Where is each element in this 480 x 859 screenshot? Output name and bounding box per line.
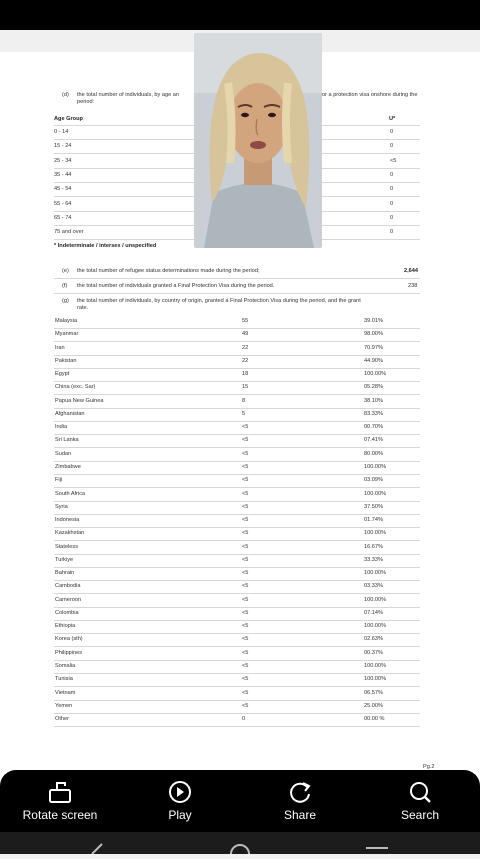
grant-rate-cell: 07.14% <box>364 609 383 616</box>
age-group-cell: 65 - 74 <box>54 214 72 221</box>
grant-count-cell: 22 <box>242 344 249 351</box>
grant-rate-cell: 01.74% <box>364 517 383 524</box>
play-button[interactable] <box>125 776 235 826</box>
country-cell: Indonesia <box>55 517 80 524</box>
country-cell: Myanmar <box>55 331 79 338</box>
section-e-text: the total number of refugee status determinations made during the period; <box>77 268 260 274</box>
share-label: Share <box>283 808 317 822</box>
country-row-rule <box>54 554 420 555</box>
grant-rate-cell: 00.70% <box>364 424 383 431</box>
country-cell: Vietnam <box>55 689 76 696</box>
system-nav-icons <box>0 832 480 854</box>
country-cell: Kazakhstan <box>55 530 85 537</box>
age-group-cell: 75 and over <box>54 229 84 236</box>
country-cell: Stateless <box>55 543 79 550</box>
section-g-marker: (g) <box>62 298 69 304</box>
grant-rate-cell: 80.00% <box>364 450 383 457</box>
age-value-cell: 0 <box>390 171 394 178</box>
grant-rate-cell: 07.41% <box>364 437 383 444</box>
country-row-rule <box>54 355 420 356</box>
play-icon <box>165 780 195 804</box>
country-row-rule <box>54 726 420 727</box>
country-cell: Yemen <box>55 702 73 709</box>
grant-rate-cell: 100.00% <box>364 371 387 378</box>
media-action-bar <box>0 770 480 832</box>
grant-count-cell: <5 <box>242 450 249 457</box>
country-row-rule <box>54 408 420 409</box>
grant-rate-cell: 39.01% <box>364 318 383 324</box>
country-row-rule <box>54 660 420 661</box>
grant-count-cell: <5 <box>242 503 249 510</box>
grant-count-cell: <5 <box>242 424 249 431</box>
grant-count-cell: <5 <box>242 477 249 484</box>
country-cell: Pakistan <box>55 357 77 364</box>
grant-count-cell: <5 <box>242 437 249 444</box>
section-f-marker: (f) <box>62 283 68 289</box>
grant-rate-cell: 33.33% <box>364 556 383 563</box>
country-cell: Ethiopia <box>55 623 76 630</box>
country-row-rule <box>54 341 420 342</box>
country-row-rule <box>54 700 420 701</box>
grant-rate-cell: 05.28% <box>364 384 383 391</box>
grant-count-cell: 22 <box>242 357 249 364</box>
country-row-rule <box>54 447 420 448</box>
age-value-cell: 0 <box>390 143 394 150</box>
country-cell: Turkiye <box>55 556 74 563</box>
grant-rate-cell: 00.37% <box>364 649 383 656</box>
grant-rate-cell: 100.00% <box>364 676 387 683</box>
grant-count-cell: <5 <box>242 543 249 550</box>
country-row-rule <box>54 646 420 647</box>
u-header: U* <box>389 116 396 122</box>
grant-rate-cell: 98.00% <box>364 331 383 338</box>
section-e-rule <box>54 278 420 279</box>
home-icon <box>231 845 249 854</box>
country-row-rule <box>54 328 420 329</box>
grant-count-cell: <5 <box>242 702 249 709</box>
grant-count-cell: <5 <box>242 649 249 656</box>
grant-count-cell: <5 <box>242 636 249 643</box>
grant-count-cell: 55 <box>242 318 249 324</box>
presenter-video-frame <box>194 33 322 248</box>
section-d-text: the total number of individuals, by age an <box>77 92 179 98</box>
country-row-rule <box>54 713 420 714</box>
age-group-cell: 35 - 44 <box>54 171 72 178</box>
grant-rate-cell: 100.00% <box>364 530 387 537</box>
section-e-value: 2,644 <box>404 268 418 274</box>
grant-count-cell: <5 <box>242 570 249 577</box>
top-black-bar <box>0 0 480 30</box>
country-row-rule <box>54 381 420 382</box>
age-group-cell: 0 - 14 <box>54 129 69 135</box>
section-d-text-2: period: <box>77 99 95 105</box>
country-row-rule <box>54 593 420 594</box>
section-d-text-tail: or a protection visa onshore during the <box>322 92 418 98</box>
country-row-rule <box>54 540 420 541</box>
country-row-rule <box>54 421 420 422</box>
section-f-text: the total number of individuals granted a Final Protection Visa during the period. <box>77 283 275 289</box>
country-cell: Korea (sth) <box>55 636 83 643</box>
country-cell: Afghanistan <box>55 410 85 417</box>
country-cell: India <box>55 424 68 431</box>
grant-rate-cell: 00.00 % <box>364 716 385 723</box>
country-cell: South Africa <box>55 490 86 497</box>
grant-count-cell: <5 <box>242 556 249 563</box>
page-number: Pg.2 <box>423 764 435 770</box>
share-button[interactable] <box>245 776 355 826</box>
search-icon <box>405 780 435 804</box>
rotate-screen-label: Rotate screen <box>22 808 98 822</box>
country-row-rule <box>54 461 420 462</box>
country-cell: Bahrain <box>55 570 75 577</box>
grant-count-cell: <5 <box>242 530 249 537</box>
age-group-cell: 15 - 24 <box>54 143 72 150</box>
grant-count-cell: 18 <box>242 371 249 378</box>
age-value-cell: 0 <box>390 214 394 221</box>
grant-count-cell: 8 <box>242 397 246 404</box>
country-row-rule <box>54 620 420 621</box>
search-label: Search <box>400 808 440 822</box>
grant-count-cell: <5 <box>242 596 249 603</box>
grant-rate-cell: 100.00% <box>364 570 387 577</box>
country-row-rule <box>54 501 420 502</box>
age-value-cell: 0 <box>390 200 394 207</box>
age-value-cell: 0 <box>390 129 394 135</box>
country-cell: Egypt <box>55 371 70 378</box>
country-row-rule <box>54 368 420 369</box>
country-row-rule <box>54 607 420 608</box>
grant-rate-cell: 03.33% <box>364 583 383 590</box>
age-value-cell: 0 <box>390 229 394 236</box>
country-cell: Fiji <box>55 477 63 484</box>
grant-count-cell: 0 <box>242 716 246 723</box>
grant-rate-cell: 70.97% <box>364 344 383 351</box>
country-cell: Papua New Guinea <box>55 397 104 404</box>
system-navigation-bar <box>0 832 480 854</box>
grant-rate-cell: 37.50% <box>364 503 383 510</box>
country-cell: Other <box>55 716 69 723</box>
country-row-rule <box>54 474 420 475</box>
grant-rate-cell: 100.00% <box>364 463 387 470</box>
rotate-screen-button[interactable] <box>5 776 115 826</box>
country-row-rule <box>54 394 420 395</box>
grant-rate-cell: 16.67% <box>364 543 383 550</box>
country-cell: Cambodia <box>55 583 81 590</box>
country-cell: Iran <box>55 344 65 351</box>
grant-rate-cell: 02.63% <box>364 636 383 643</box>
back-icon <box>92 844 102 854</box>
grant-count-cell: 15 <box>242 384 249 391</box>
search-button[interactable] <box>365 776 475 826</box>
country-row-rule <box>54 527 420 528</box>
country-cell: Zimbabwe <box>55 463 81 470</box>
country-row-rule <box>54 686 420 687</box>
grant-rate-cell: 06.57% <box>364 689 383 696</box>
grant-rate-cell: 100.00% <box>364 490 387 497</box>
grant-count-cell: 5 <box>242 410 246 417</box>
grant-rate-cell: 100.00% <box>364 623 387 630</box>
section-e-marker: (e) <box>62 268 69 274</box>
grant-count-cell: 49 <box>242 331 249 338</box>
age-group-cell: 45 - 54 <box>54 186 72 193</box>
age-value-cell: 0 <box>390 186 394 193</box>
rotate-screen-icon <box>45 780 75 804</box>
webcam-overlay <box>194 33 322 248</box>
country-cell: Sri Lanka <box>55 437 79 444</box>
country-cell: Philippines <box>55 649 83 656</box>
country-row-rule <box>54 514 420 515</box>
play-label: Play <box>168 808 192 822</box>
country-row-rule <box>54 434 420 435</box>
grant-count-cell: <5 <box>242 623 249 630</box>
grant-count-cell: <5 <box>242 689 249 696</box>
grant-rate-cell: 44.90% <box>364 357 383 364</box>
grant-rate-cell: 100.00% <box>364 596 387 603</box>
country-cell: Tunisia <box>55 676 73 683</box>
section-g-text: the total number of individuals, by country of origin, granted a Final Protection Visa during the period, and the grant <box>77 298 361 304</box>
grant-rate-cell: 100.00% <box>364 663 387 670</box>
country-row-rule <box>54 580 420 581</box>
age-footnote: * Indeterminate / intersex / unspecified <box>54 243 157 249</box>
country-cell: Cameroon <box>55 596 82 603</box>
grant-count-cell: <5 <box>242 490 249 497</box>
country-cell: Syria <box>55 503 68 510</box>
country-cell: Malaysia <box>55 318 78 324</box>
age-group-cell: 55 - 64 <box>54 200 72 207</box>
country-row-rule <box>54 487 420 488</box>
country-cell: Colombia <box>55 609 79 616</box>
grant-rate-cell: 03.09% <box>364 477 383 484</box>
grant-count-cell: <5 <box>242 609 249 616</box>
section-g-text-2: rate. <box>77 305 89 311</box>
grant-count-cell: <5 <box>242 583 249 590</box>
country-cell: China (exc. Sar) <box>55 384 96 391</box>
age-value-cell: <5 <box>390 157 397 164</box>
grant-count-cell: <5 <box>242 676 249 683</box>
age-group-header: Age Group <box>54 116 83 122</box>
section-f-value: 238 <box>408 283 418 289</box>
country-cell: Somalia <box>55 663 76 670</box>
country-row-rule <box>54 633 420 634</box>
grant-count-cell: <5 <box>242 517 249 524</box>
grant-rate-cell: 83.33% <box>364 410 383 417</box>
section-f-rule <box>54 293 420 294</box>
country-cell: Sudan <box>55 450 72 457</box>
grant-count-cell: <5 <box>242 463 249 470</box>
section-d-marker: (d) <box>62 92 69 98</box>
country-row-rule <box>54 673 420 674</box>
country-row-rule <box>54 567 420 568</box>
grant-count-cell: <5 <box>242 663 249 670</box>
grant-rate-cell: 25.00% <box>364 702 383 709</box>
grant-rate-cell: 38.10% <box>364 397 383 404</box>
age-group-cell: 25 - 34 <box>54 157 72 164</box>
share-icon <box>285 780 315 804</box>
